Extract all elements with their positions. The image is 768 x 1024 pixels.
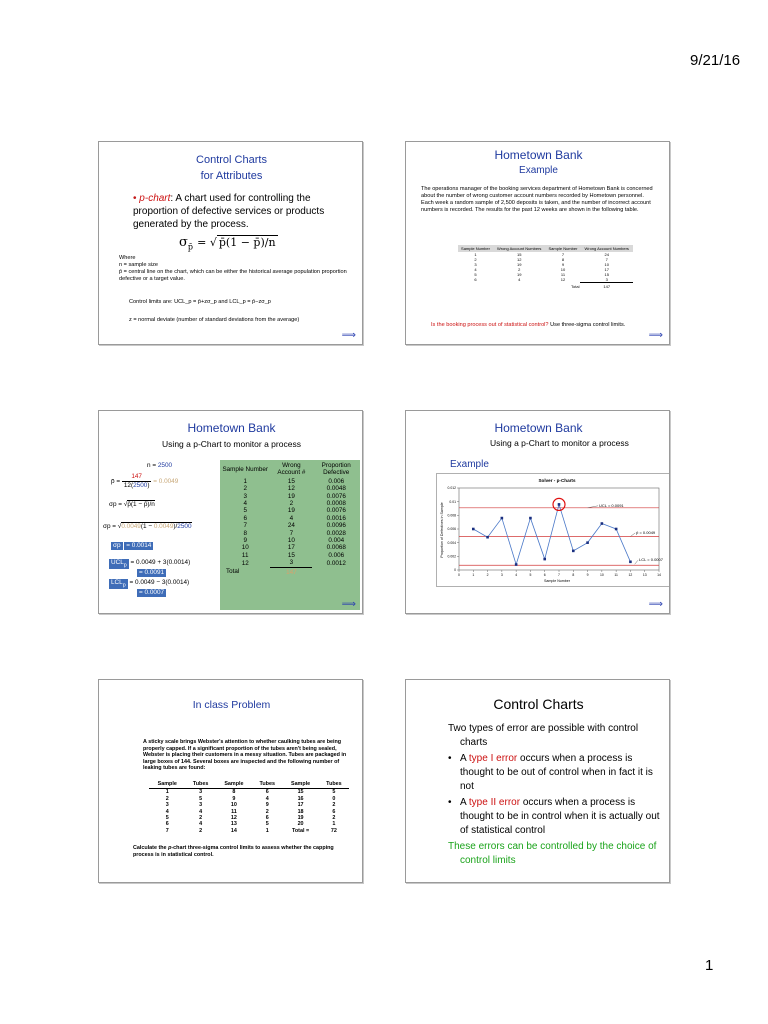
table-body bbox=[458, 252, 633, 283]
table-cell: 7 bbox=[165, 827, 169, 834]
slide-hometown-bank-example bbox=[405, 141, 670, 345]
table-cell: 15 bbox=[287, 477, 295, 485]
series-line bbox=[473, 504, 630, 564]
total-value: 147 bbox=[270, 567, 312, 577]
scenario-text bbox=[421, 186, 661, 214]
table-row bbox=[149, 789, 349, 796]
table-cell: 1 bbox=[474, 252, 477, 257]
sigma-numeric: σp = √0.0049(1 − 0.0049)/2500 bbox=[103, 523, 192, 530]
and-word: and bbox=[218, 299, 228, 305]
table-cell: 24 bbox=[287, 522, 295, 530]
table-cell: 15 bbox=[297, 789, 304, 796]
chart-limit-labels bbox=[588, 503, 664, 564]
slide-hometown-bank-calculation bbox=[98, 410, 363, 614]
table-cell: 19 bbox=[287, 492, 295, 500]
table-cell: 1 bbox=[265, 827, 269, 834]
page-number: 1 bbox=[705, 957, 714, 974]
table-cell: 1 bbox=[243, 477, 247, 485]
table-cell: 9 bbox=[243, 537, 247, 545]
lcl-result: = 0.0007 bbox=[139, 589, 165, 597]
table-row bbox=[220, 485, 360, 492]
chart-series bbox=[472, 498, 632, 565]
n-label: n = bbox=[147, 462, 157, 469]
p-chart-definition bbox=[133, 192, 358, 231]
table-cell: 3 bbox=[199, 802, 203, 809]
question-text: Is the booking process out of statistical control? bbox=[431, 322, 549, 328]
table-header: Sample bbox=[216, 780, 253, 789]
table-row bbox=[220, 530, 360, 537]
pbar-line bbox=[111, 473, 178, 490]
x-tick-label: 4 bbox=[515, 573, 518, 577]
table-cell: 4 bbox=[289, 514, 294, 522]
lcl-formula: LCL_p = p̄−zσ_p bbox=[229, 299, 271, 305]
slide-subtitle: Using a p-Chart to monitor a process bbox=[490, 438, 629, 448]
ucl-result: = 0.0091 bbox=[139, 569, 165, 577]
table-cell: 6 bbox=[165, 821, 169, 828]
sigma-radicand: p̄(1 − p̄)/n bbox=[218, 236, 276, 249]
chart-x-axis-label: Sample Number bbox=[544, 579, 570, 583]
y-tick-label: 0.002 bbox=[447, 554, 456, 559]
data-point bbox=[629, 561, 632, 564]
table-cell: 0.0096 bbox=[326, 522, 346, 530]
sigma-radicand: p̄(1 − p̄)/n bbox=[127, 501, 155, 508]
x-tick-label: 9 bbox=[586, 573, 589, 577]
table-header: Tubes bbox=[252, 780, 282, 789]
x-tick-label: 6 bbox=[543, 573, 546, 577]
table-cell: 6 bbox=[243, 514, 247, 522]
title-line-2: for Attributes bbox=[200, 170, 263, 182]
table-cell: 18 bbox=[297, 808, 304, 815]
bullet-pre: A bbox=[460, 797, 469, 808]
table-row bbox=[220, 500, 360, 507]
slide-subtitle: Using a p-Chart to monitor a process bbox=[162, 439, 301, 449]
table-cell: 15 bbox=[604, 272, 609, 277]
table-cell: 10 bbox=[604, 262, 609, 267]
table-cell: 9 bbox=[561, 262, 565, 267]
data-point bbox=[558, 503, 561, 506]
slide-hometown-bank-pchart bbox=[405, 410, 670, 614]
table-body bbox=[149, 789, 349, 834]
where-label: Where bbox=[119, 255, 136, 261]
x-tick-label: 11 bbox=[614, 573, 618, 577]
p-chart-text: : A chart used for controlling the proportion of defective services or products generated by the process. bbox=[133, 193, 325, 230]
table-cell: 3 bbox=[199, 789, 203, 796]
table-header: Tubes bbox=[186, 780, 216, 789]
table-cell: 13 bbox=[230, 821, 237, 828]
table-row bbox=[220, 478, 360, 485]
ucl-formula: = 0.0049 + 3(0.0014) bbox=[130, 559, 191, 566]
data-point bbox=[615, 528, 618, 531]
bullet-icon: • bbox=[448, 753, 452, 764]
table-cell: 4 bbox=[518, 277, 521, 283]
table-cell: 14 bbox=[230, 827, 237, 834]
example-label: Example bbox=[450, 459, 489, 470]
sigma-general: σp = √p̄(1 − p̄)/n bbox=[109, 501, 155, 508]
data-point bbox=[586, 541, 589, 544]
wrong-accounts-table bbox=[458, 245, 633, 290]
table-cell: 0.0028 bbox=[326, 529, 346, 537]
slide-title: Hometown Bank bbox=[187, 421, 276, 435]
bullet-pre: A bbox=[460, 753, 469, 764]
proportion-table-panel bbox=[220, 460, 360, 610]
sigma-pbar-c: 0.0049 bbox=[153, 523, 174, 530]
table-cell: 0.0008 bbox=[326, 500, 346, 508]
y-tick-label: 0.004 bbox=[447, 540, 456, 545]
data-point bbox=[529, 517, 532, 520]
table-cell: 19 bbox=[517, 272, 522, 277]
x-tick-label: 14 bbox=[657, 573, 661, 577]
table-cell: 72 bbox=[330, 827, 337, 834]
data-point bbox=[601, 522, 604, 525]
question-tail: Use three-sigma control limits. bbox=[550, 322, 626, 328]
instruction-post: -chart three-sigma control limits to assess whether the capping process is in statistical control. bbox=[133, 845, 334, 858]
table-cell: 2 bbox=[332, 815, 336, 822]
table-cell: 3 bbox=[243, 492, 247, 500]
table-cell: 0.0076 bbox=[326, 507, 346, 515]
table-cell: 2 bbox=[332, 802, 336, 809]
table-header: Sample bbox=[149, 780, 186, 789]
table-body bbox=[220, 478, 360, 567]
table-cell: 2 bbox=[199, 815, 203, 822]
next-arrow-icon: ⟹ bbox=[341, 330, 356, 341]
table-cell: 2 bbox=[165, 795, 169, 802]
slide-title: Hometown Bank bbox=[494, 148, 583, 162]
ucl-label-text: UCL bbox=[111, 559, 124, 566]
question-line bbox=[431, 322, 670, 328]
page-date: 9/21/16 bbox=[690, 52, 741, 69]
y-tick-label: 0.008 bbox=[447, 513, 456, 518]
table-cell: 2 bbox=[199, 827, 203, 834]
table-cell: 6 bbox=[474, 277, 477, 283]
table-cell: 4 bbox=[243, 500, 247, 508]
table-cell: 0.004 bbox=[328, 537, 345, 545]
pbar-den-post: ) bbox=[147, 482, 150, 489]
intro-paragraph: Two types of error are possible with control charts bbox=[448, 723, 639, 748]
lcl-label-pointer bbox=[635, 560, 638, 564]
table-cell: 0.0076 bbox=[326, 492, 346, 500]
table-cell: 7 bbox=[605, 257, 608, 262]
table-cell: 24 bbox=[604, 252, 609, 257]
data-point bbox=[572, 550, 575, 553]
x-tick-label: 5 bbox=[529, 573, 532, 577]
type-two-error-term: type II error bbox=[468, 797, 521, 808]
sigma-result-label: σp bbox=[113, 542, 121, 549]
table-row bbox=[220, 559, 360, 567]
chart-title: Solver - p-Charts bbox=[538, 478, 576, 483]
pbar-den-pre: 12( bbox=[123, 482, 134, 489]
ucl-label: UCL = 0.0091 bbox=[599, 502, 624, 508]
table-total-row bbox=[220, 567, 360, 577]
table-cell: 10 bbox=[241, 544, 249, 552]
table-cell: 6 bbox=[265, 789, 269, 796]
data-point bbox=[543, 558, 546, 561]
table-cell: 7 bbox=[243, 522, 247, 530]
table-cell: 11 bbox=[241, 551, 249, 559]
table-cell: 0.0016 bbox=[326, 514, 346, 522]
table-cell: 8 bbox=[243, 529, 247, 537]
p-definition: p̄ = central line on the chart, which can be either the historical average population proportion defective or a target value. bbox=[119, 269, 347, 282]
lcl-label: LCL = 0.0007 bbox=[639, 557, 663, 563]
table-header: Sample Number bbox=[222, 465, 268, 473]
lcl-formula: = 0.0049 − 3(0.0014) bbox=[129, 579, 190, 586]
table-cell: 0.0048 bbox=[326, 485, 346, 493]
table-row bbox=[220, 537, 360, 544]
table-cell: 9 bbox=[265, 802, 269, 809]
tubes-table bbox=[149, 780, 349, 834]
instruction-pre: Calculate the bbox=[133, 845, 169, 851]
next-arrow-icon: ⟹ bbox=[341, 599, 356, 610]
table-cell: 12 bbox=[560, 277, 566, 283]
data-point bbox=[515, 563, 518, 566]
table-cell: 2 bbox=[289, 500, 294, 508]
table-cell: 2 bbox=[518, 267, 521, 272]
sigma-part-b: (1 − bbox=[140, 523, 154, 530]
table-cell: 5 bbox=[199, 795, 203, 802]
error-types-body bbox=[448, 722, 668, 868]
table-cell: 3 bbox=[605, 277, 608, 282]
sigma-part-d: )/ bbox=[173, 523, 178, 530]
x-tick-label: 2 bbox=[486, 573, 489, 577]
sigma-formula: $\sigma_{p̄}$ = √ p̄(1 − p̄)/n bbox=[179, 235, 276, 252]
bullet-icon: • bbox=[448, 797, 452, 808]
table-header: Sample Number bbox=[548, 246, 578, 251]
sigma-result bbox=[111, 542, 153, 550]
proportion-table bbox=[220, 460, 360, 577]
slide-in-class-problem bbox=[98, 679, 363, 883]
type-one-bullet bbox=[448, 752, 668, 794]
bullet-post: occurs when a process is thought to be out of control when in fact it is not bbox=[460, 753, 653, 792]
ucl-formula: UCL_p = p̄+zσ_p bbox=[174, 299, 217, 305]
sigma-label: σp = bbox=[109, 501, 123, 508]
table-cell: 17 bbox=[604, 267, 609, 272]
sigma-pbar-a: 0.0049 bbox=[121, 523, 141, 530]
instruction-em: p bbox=[168, 845, 172, 851]
table-row bbox=[220, 552, 360, 559]
center-label-pointer bbox=[630, 533, 635, 537]
sigma-label: σp = bbox=[103, 523, 117, 530]
table-header-row bbox=[458, 245, 633, 252]
slide-title: Hometown Bank bbox=[494, 421, 583, 435]
table-cell: 4 bbox=[474, 267, 477, 272]
table-header: Wrong Account # bbox=[277, 462, 306, 477]
table-cell: 17 bbox=[297, 802, 304, 809]
table-cell: 17 bbox=[287, 544, 295, 552]
total-value: 147 bbox=[580, 283, 633, 291]
definitions bbox=[119, 255, 354, 283]
table-cell: 0.0012 bbox=[326, 559, 346, 567]
table-header: Sample bbox=[282, 780, 319, 789]
table-cell: 11 bbox=[560, 272, 566, 277]
table-cell: 0 bbox=[332, 795, 336, 802]
y-tick-label: 0 bbox=[454, 568, 456, 573]
next-arrow-icon: ⟹ bbox=[648, 599, 663, 610]
table-row bbox=[220, 515, 360, 522]
data-point bbox=[501, 517, 504, 520]
ucl-calc bbox=[109, 559, 190, 577]
slide-control-charts-attributes bbox=[98, 141, 363, 345]
ucl-sub: p bbox=[123, 562, 127, 569]
table-cell: 1 bbox=[165, 789, 169, 796]
table-cell: 2 bbox=[474, 257, 477, 262]
x-tick-label: 13 bbox=[642, 573, 647, 577]
pbar-denominator bbox=[122, 482, 152, 490]
problem-text: A sticky scale brings Webster's attention to whether caulking tubes are being properly capped. If a significant proportion of the tubes aren't being sealed, Webster is placing their customers in a messy situation. Tubes are packaged in large boxes of 144. Several boxes are inspected and the following number of leaking tubes are found: bbox=[143, 739, 347, 772]
pbar-fraction bbox=[122, 473, 152, 490]
y-tick-label: 0.006 bbox=[447, 527, 456, 532]
x-tick-label: 1 bbox=[472, 573, 475, 577]
data-point bbox=[486, 536, 489, 539]
table-cell: 7 bbox=[561, 252, 565, 257]
pbar-numerator: 147 bbox=[122, 473, 152, 482]
title-line-1: Control Charts bbox=[196, 154, 267, 166]
slide-title: In class Problem bbox=[192, 699, 271, 711]
table-cell: 20 bbox=[297, 821, 304, 828]
y-tick-label: 0.012 bbox=[447, 486, 456, 491]
table-cell: 6 bbox=[265, 815, 269, 822]
total-label: Total bbox=[226, 568, 240, 576]
table-header: Wrong Account Numbers bbox=[497, 246, 542, 251]
table-cell: 5 bbox=[165, 815, 169, 822]
table-cell: 10 bbox=[230, 802, 237, 809]
table-cell: 0.006 bbox=[328, 477, 345, 485]
lcl-calc bbox=[109, 579, 189, 597]
sigma-subscript: p̄ bbox=[187, 242, 193, 252]
x-tick-label: 10 bbox=[599, 573, 604, 577]
table-header: Sample Number bbox=[461, 246, 490, 251]
sigma-result-value: = 0.0014 bbox=[126, 542, 152, 549]
table-cell: 19 bbox=[287, 507, 295, 515]
table-cell: 5 bbox=[474, 272, 477, 277]
table-cell: 10 bbox=[560, 267, 566, 272]
table-cell: 2 bbox=[265, 808, 269, 815]
slide-control-charts-errors bbox=[405, 679, 670, 883]
table-cell: 12 bbox=[517, 257, 522, 262]
table-cell: 9 bbox=[232, 795, 236, 802]
p-chart bbox=[436, 473, 670, 587]
scenario-paragraph-2: Each week a random sample of 2,500 deposits is taken, and the number of incorrect account numbers is recorded. The results for the past 12 weeks are shown in the following table. bbox=[421, 200, 651, 213]
table-header-row bbox=[220, 460, 360, 478]
table-cell: 8 bbox=[561, 257, 565, 262]
pbar-den-value: 2500 bbox=[133, 482, 148, 489]
table-cell: 10 bbox=[287, 537, 295, 545]
chart-control-limits bbox=[459, 508, 659, 565]
table-cell: 0.006 bbox=[328, 551, 345, 559]
data-point bbox=[472, 528, 475, 531]
chart-axes bbox=[448, 486, 661, 577]
table-cell: 16 bbox=[297, 795, 304, 802]
table-cell: 4 bbox=[199, 808, 203, 815]
type-two-bullet bbox=[448, 796, 668, 838]
bullet-dot-icon: • bbox=[133, 193, 137, 204]
total-label: Total bbox=[571, 283, 580, 289]
table-header: Proportion Defective bbox=[321, 462, 351, 477]
closing-paragraph: These errors can be controlled by the choice of control limits bbox=[448, 841, 657, 866]
table-cell: Total = bbox=[292, 827, 310, 834]
lcl-sub: p bbox=[122, 582, 126, 589]
x-tick-label: 8 bbox=[572, 573, 575, 577]
limits-label: Control limits are: bbox=[129, 299, 173, 305]
table-cell: 12 bbox=[241, 559, 249, 567]
table-row bbox=[149, 828, 349, 834]
table-cell: 3 bbox=[289, 559, 294, 567]
sigma-symbol: σ bbox=[179, 235, 188, 250]
slide-subtitle: Example bbox=[519, 165, 558, 176]
table-cell: 12 bbox=[287, 485, 295, 493]
table-cell: 0.0068 bbox=[326, 544, 346, 552]
table-cell: 3 bbox=[165, 802, 169, 809]
p-chart-term: p-chart bbox=[139, 193, 171, 204]
table-row bbox=[220, 493, 360, 500]
table-cell: 15 bbox=[287, 551, 295, 559]
table-cell: 6 bbox=[332, 808, 336, 815]
x-tick-label: 12 bbox=[628, 573, 633, 577]
table-header: Wrong Account Numbers bbox=[584, 246, 629, 251]
z-definition: z = normal deviate (number of standard deviations from the average) bbox=[129, 317, 300, 323]
type-one-error-term: type I error bbox=[468, 753, 518, 764]
table-cell: 11 bbox=[231, 808, 237, 815]
pbar-result: = 0.0049 bbox=[153, 478, 179, 486]
x-tick-label: 3 bbox=[500, 573, 503, 577]
table-cell: 3 bbox=[474, 262, 477, 267]
table-row bbox=[220, 507, 360, 514]
table-cell: 4 bbox=[165, 808, 169, 815]
table-cell: 4 bbox=[265, 795, 269, 802]
lcl-label-text: LCL bbox=[111, 579, 123, 586]
center-label: p̄ = 0.0049 bbox=[636, 530, 656, 536]
bullet-post: occurs when a process is thought to be in control when it is actually out of statistical control bbox=[460, 797, 660, 836]
n-definition: n = sample size bbox=[119, 262, 159, 268]
table-cell: 5 bbox=[243, 507, 247, 515]
slide-title bbox=[99, 152, 363, 184]
table-cell: 5 bbox=[332, 789, 336, 796]
table-cell: 7 bbox=[289, 529, 294, 537]
table-row bbox=[220, 544, 360, 551]
n-value: 2500 bbox=[157, 462, 173, 469]
chart-y-axis-label: Proportion of Defectives in Sample bbox=[440, 502, 444, 558]
scenario-paragraph-1: The operations manager of the booking services department of Hometown Bank is concerned about the number of wrong customer account numbers recorded by Hometown personnel. bbox=[421, 186, 653, 199]
control-limits-line bbox=[129, 299, 359, 306]
ucl-label bbox=[109, 559, 129, 569]
table-cell: 19 bbox=[517, 262, 522, 267]
table-cell: 8 bbox=[232, 789, 236, 796]
table-cell: 12 bbox=[230, 815, 237, 822]
table-cell: 19 bbox=[297, 815, 304, 822]
table-cell: 1 bbox=[332, 821, 336, 828]
table-header-row bbox=[149, 780, 349, 789]
x-tick-label: 7 bbox=[558, 573, 560, 577]
pbar-label: p̄ = bbox=[111, 478, 121, 486]
lcl-label bbox=[109, 579, 128, 589]
table-row bbox=[220, 522, 360, 529]
x-tick-label: 0 bbox=[458, 573, 460, 577]
table-cell: 4 bbox=[199, 821, 203, 828]
y-tick-label: 0.01 bbox=[449, 499, 456, 504]
next-arrow-icon: ⟹ bbox=[648, 330, 663, 341]
table-cell: 15 bbox=[517, 252, 522, 257]
table-total-row bbox=[458, 283, 633, 291]
table-header: Tubes bbox=[319, 780, 349, 789]
table-cell: 2 bbox=[243, 485, 247, 493]
table-cell: 5 bbox=[265, 821, 269, 828]
n-line bbox=[147, 462, 172, 470]
slide-title: Control Charts bbox=[493, 696, 584, 712]
sigma-n-value: 2500 bbox=[177, 523, 192, 530]
problem-instruction bbox=[133, 845, 355, 858]
